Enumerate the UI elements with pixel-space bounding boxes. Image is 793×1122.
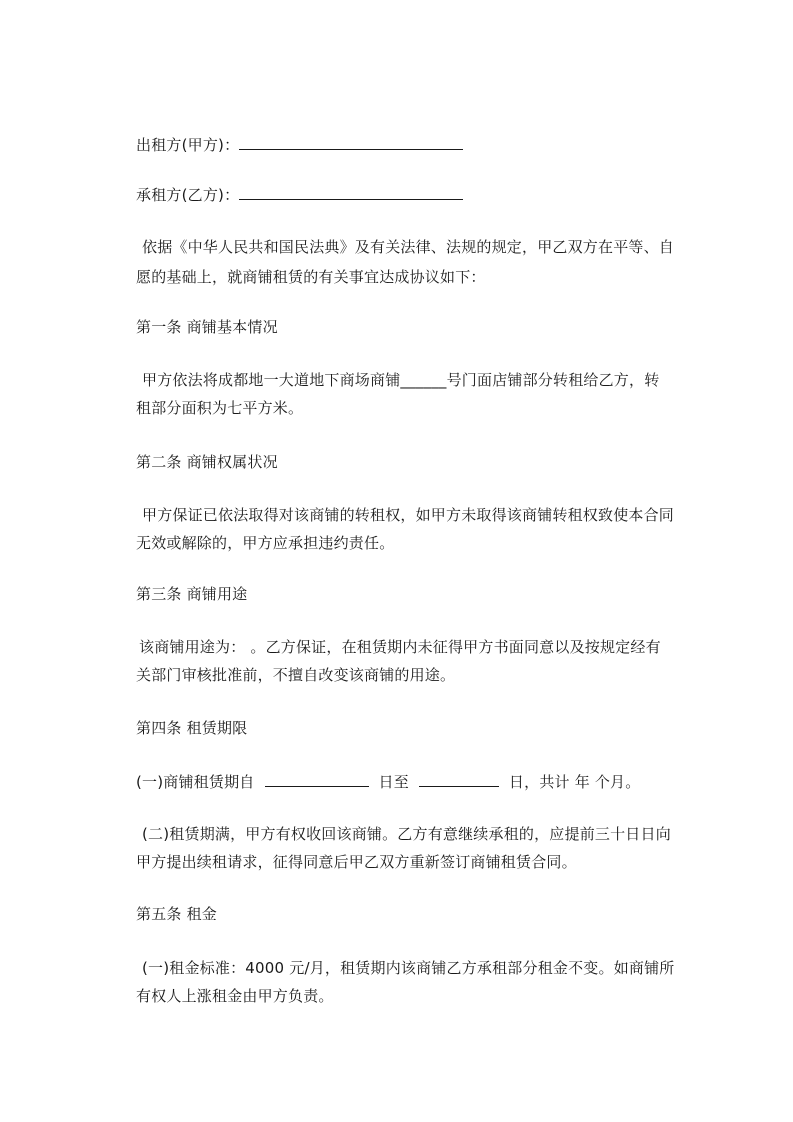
article5-title: 第五条 租金 [136, 905, 217, 923]
lessee-line [136, 184, 463, 205]
article4-item2-line-2: 甲方提出续租请求，征得同意后甲乙双方重新签订商铺租赁合同。 [136, 853, 577, 871]
lessor-blank [239, 134, 463, 150]
start-date-blank [265, 771, 369, 787]
article4-item1-suffix: 日，共计 年 个月。 [508, 773, 641, 791]
article4-title: 第四条 租赁期限 [136, 719, 248, 737]
article4-item1-mid: 日至 [378, 773, 409, 791]
end-date-blank [419, 771, 499, 787]
article3-title: 第三条 商铺用途 [136, 585, 248, 603]
article3-line-2: 关部门审核批准前，不擅自改变该商铺的用途。 [136, 666, 456, 684]
article4-item2-line-1: (二)租赁期满，甲方有权收回该商铺。乙方有意继续承租的，应提前三十日日向 [142, 825, 671, 843]
article5-item1-line-2: 有权人上涨租金由甲方负责。 [136, 987, 334, 1005]
lessor-label: 出租方(甲方)： [136, 136, 240, 154]
article2-title: 第二条 商铺权属状况 [136, 453, 278, 471]
lessor-line [136, 134, 463, 155]
intro-line-2: 愿的基础上，就商铺租赁的有关事宜达成协议如下： [136, 268, 486, 286]
article3-line-1: 该商铺用途为： 。乙方保证，在租赁期内未征得甲方书面同意以及按规定经有 [139, 638, 661, 656]
lessee-label: 承租方(乙方)： [136, 186, 240, 204]
article5-item1-line-1: (一)租金标准：4000 元/月，租赁期内该商铺乙方承租部分租金不变。如商铺所 [142, 959, 675, 977]
article1-title: 第一条 商铺基本情况 [136, 318, 278, 336]
article1-line-2: 租部分面积为七平方米。 [136, 399, 304, 417]
article2-line-1: 甲方保证已依法取得对该商铺的转租权，如甲方未取得该商铺转租权致使本合同 [142, 506, 675, 524]
article4-item1 [136, 771, 640, 792]
lessee-blank [239, 184, 463, 200]
article4-item1-prefix: (一)商铺租赁期自 [136, 773, 255, 791]
article2-line-2: 无效或解除的，甲方应承担违约责任。 [136, 534, 395, 552]
intro-line-1: 依据《中华人民共和国民法典》及有关法律、法规的规定，甲乙双方在平等、自 [142, 238, 675, 256]
article1-line-1: 甲方依法将成都地一大道地下商场商铺______号门面店铺部分转租给乙方，转 [142, 371, 660, 389]
